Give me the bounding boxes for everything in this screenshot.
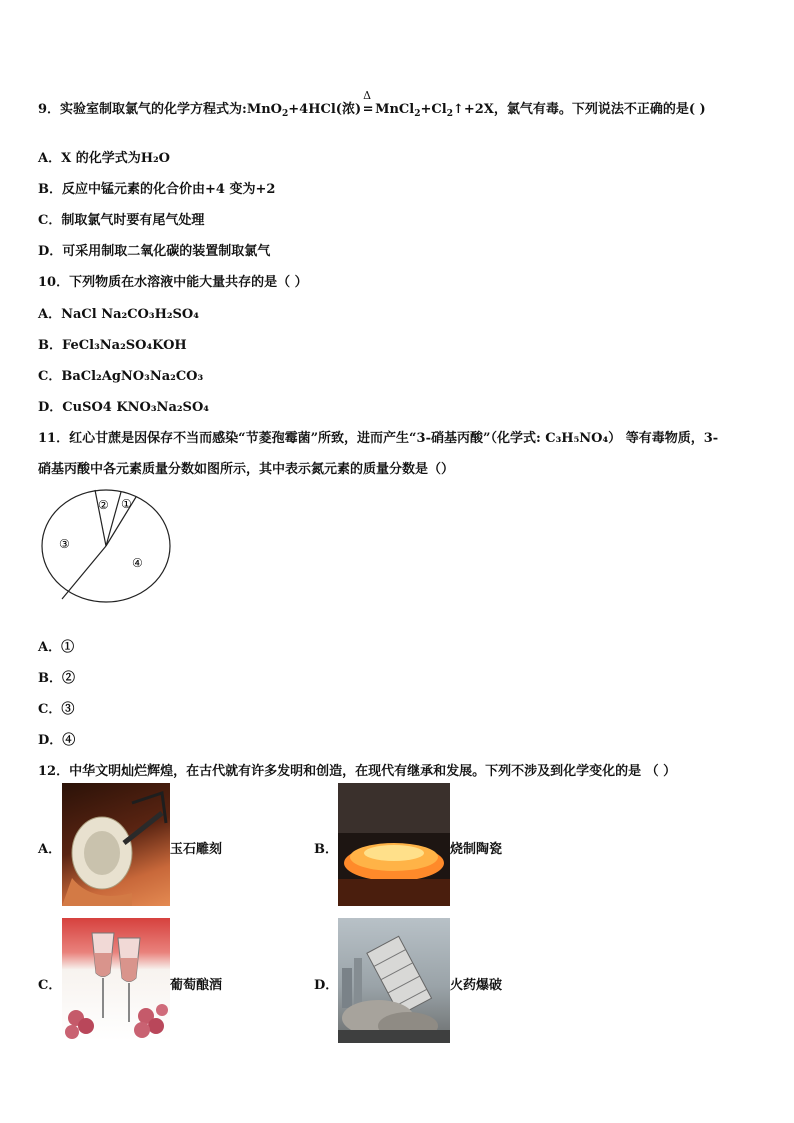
q11-option-c[interactable]: C．③ xyxy=(38,702,75,717)
pie-label-2: ② xyxy=(98,498,109,512)
kiln-illustration xyxy=(338,783,450,906)
q9-option-b[interactable]: B．反应中锰元素的化合价由+4 变为+2 xyxy=(38,182,276,197)
pie-label-1: ① xyxy=(121,497,132,511)
kiln-photo[interactable] xyxy=(338,783,450,906)
q9-option-a[interactable]: A．X 的化学式为H₂O xyxy=(38,151,170,166)
q11-stem-line2: 硝基丙酸中各元素质量分数如图所示，其中表示氮元素的质量分数是（） xyxy=(38,462,455,477)
reaction-condition: Δ = xyxy=(362,89,374,117)
q12-option-b-letter[interactable]: B． xyxy=(314,842,338,857)
q10-option-c[interactable]: C．BaCl₂AgNO₃Na₂CO₃ xyxy=(38,369,204,384)
demolition-photo[interactable] xyxy=(338,918,450,1043)
q9-stem: 9．实验室制取氯气的化学方程式为:MnO$_2$+4HCl(浓) Δ = $MnCl_2+Cl_2↑+2X$，氯气有毒。下列说法不正确的是( ) xyxy=(38,89,706,119)
q11-stem-line1: 11．红心甘蔗是因保存不当而感染“节菱孢霉菌”所致，进而产生“3-硝基丙酸”（化学式: C₃H₅NO₄） 等有毒物质，3- xyxy=(38,431,719,446)
q12-option-a-caption: 玉石雕刻 xyxy=(170,842,223,857)
q10-stem: 10．下列物质在水溶液中能大量共存的是（ ） xyxy=(38,275,308,290)
q12-option-d-letter[interactable]: D． xyxy=(314,978,339,993)
q12-option-d-caption: 火药爆破 xyxy=(450,978,503,993)
wine-grapes-photo[interactable] xyxy=(62,918,170,1041)
demolition-illustration xyxy=(338,918,450,1043)
pie-label-4: ④ xyxy=(132,556,143,570)
jade-carving-photo[interactable] xyxy=(62,783,170,906)
q12-option-c-letter[interactable]: C． xyxy=(38,978,62,993)
pie-chart xyxy=(38,488,178,608)
q12-stem: 12．中华文明灿烂辉煌，在古代就有许多发明和创造，在现代有继承和发展。下列不涉及到化学变化的是 （ ） xyxy=(38,764,677,779)
pie-label-3: ③ xyxy=(59,537,70,551)
q10-option-b[interactable]: B．FeCl₃Na₂SO₄KOH xyxy=(38,338,187,353)
q9-option-d[interactable]: D．可采用制取二氧化碳的装置制取氯气 xyxy=(38,244,271,259)
jade-carving-illustration xyxy=(62,783,170,906)
q12-option-a-letter[interactable]: A． xyxy=(38,842,62,857)
q11-option-b[interactable]: B．② xyxy=(38,671,75,686)
q10-option-a[interactable]: A．NaCl Na₂CO₃H₂SO₄ xyxy=(38,307,199,322)
q12-option-b-caption: 烧制陶瓷 xyxy=(450,842,503,857)
q9-option-c[interactable]: C．制取氯气时要有尾气处理 xyxy=(38,213,205,228)
q11-option-d[interactable]: D．④ xyxy=(38,733,76,748)
wine-illustration xyxy=(62,918,170,1041)
pie-divider-4 xyxy=(62,546,106,599)
q10-option-d[interactable]: D．CuSO4 KNO₃Na₂SO₄ xyxy=(38,400,209,415)
q11-option-a[interactable]: A．① xyxy=(38,640,75,655)
q12-option-c-caption: 葡萄酿酒 xyxy=(170,978,223,993)
